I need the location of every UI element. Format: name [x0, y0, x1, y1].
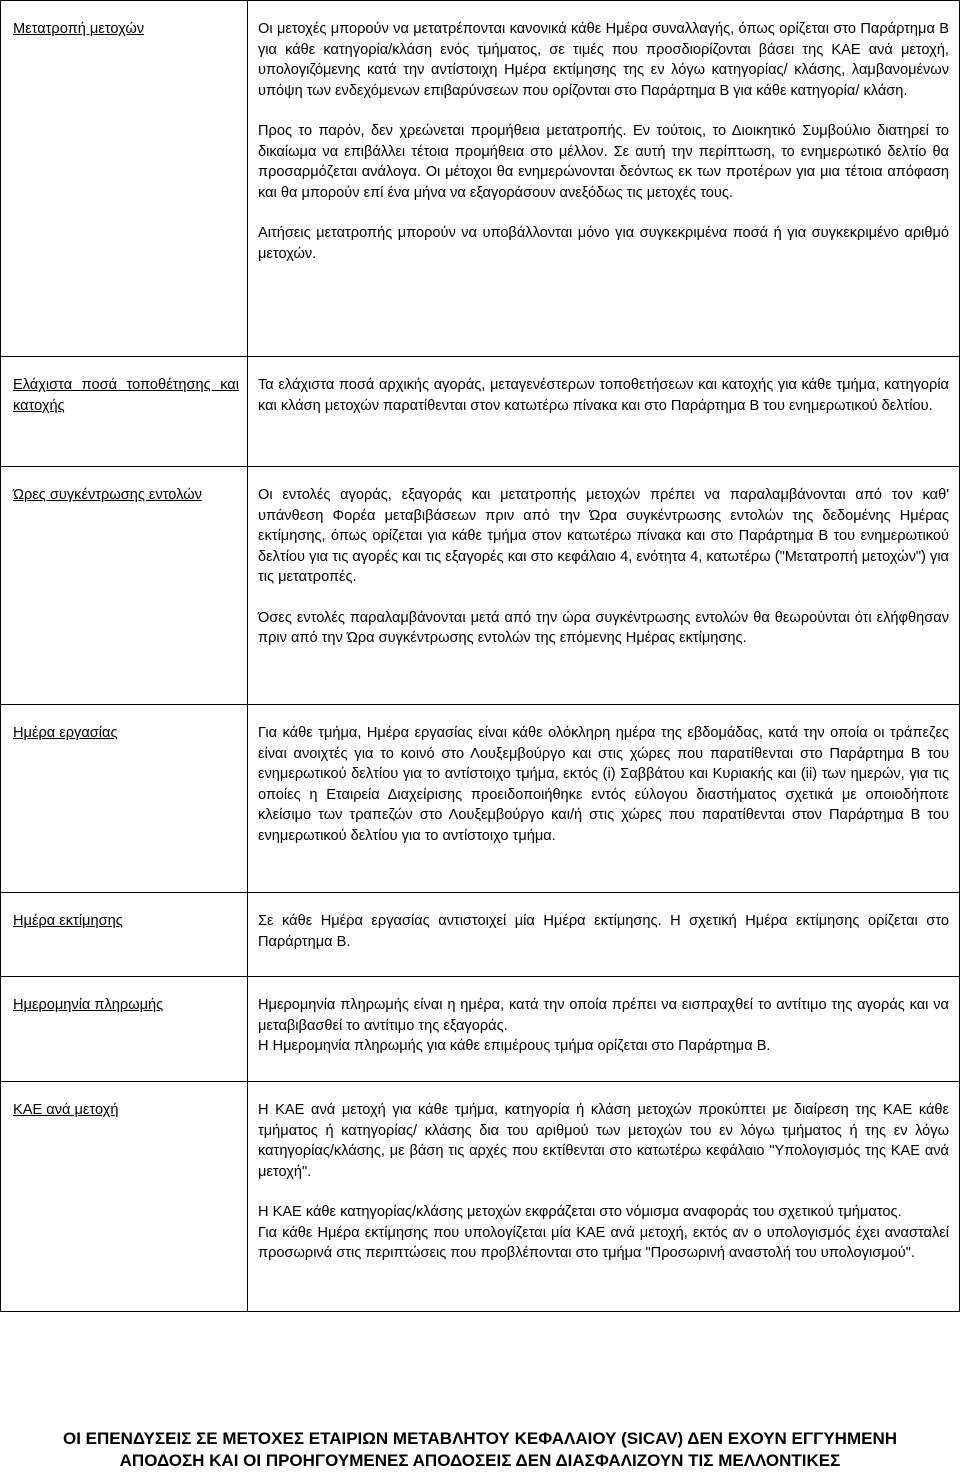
term-label: Ημέρα εκτίμησης [13, 913, 123, 929]
table-row [1, 1082, 960, 1312]
description-cell [248, 1, 960, 357]
paragraph: Ημερομηνία πληρωμής είναι η ημέρα, κατά την οποία πρέπει να εισπραχθεί το αντίτιμο της αγοράς και να μεταβιβασθεί το αντίτιμο της εξαγοράς. [258, 997, 949, 1034]
term-label: Ημέρα εργασίας [13, 725, 118, 741]
description-cell [248, 467, 960, 705]
term-label: Μετατροπή μετοχών [13, 21, 145, 37]
disclaimer-line: ΟΙ ΕΠΕΝΔΥΣΕΙΣ ΣΕ ΜΕΤΟΧΕΣ ΕΤΑΙΡΙΩΝ ΜΕΤΑΒΛΗΤΟΥ ΚΕΦΑΛΑΙΟΥ (SICAV) ΔΕΝ ΕΧΟΥΝ ΕΓΓΥΗΜΕΝΗ [62, 1429, 898, 1448]
table-row [1, 467, 960, 705]
table-row [1, 1, 960, 357]
paragraph: Η ΚΑΕ ανά μετοχή για κάθε τμήμα, κατηγορία ή κλάση μετοχών προκύπτει με διαίρεση της ΚΑΕ κάθε τμήματος ή κατηγορίας/ κλάσης δια του αριθμού των μετοχών του εν λόγω τμήματος ή της εν λόγω κατηγορίας/κλάσης, με βάση τις αρχές που εκτίθενται στο κατωτέρω κεφάλαιο "Υπολογισμός της ΚΑΕ ανά μετοχή". [258, 1102, 949, 1180]
term-label: ΚΑΕ ανά μετοχή [13, 1102, 119, 1118]
term-cell [1, 893, 248, 977]
table-row [1, 977, 960, 1082]
paragraph: Προς το παρόν, δεν χρεώνεται προμήθεια μετατροπής. Εν τούτοις, το Διοικητικό Συμβούλιο διατηρεί το δικαίωμα να επιβάλλει τέτοια προμήθεια στο μέλλον. Σε αυτή την περίπτωση, το ενημερωτικό δελτίο θα προσαρμόζεται ανάλογα. Οι μέτοχοι θα ενημερώνονται δεόντως εκ των προτέρων για μια τέτοια απόφαση και θα μπορούν επί ένα μήνα να εξαγοράσουν ανεξόδως τις μετοχές τους. [258, 123, 949, 201]
paragraph: Τα ελάχιστα ποσά αρχικής αγοράς, μεταγενέστερων τοποθετήσεων και κατοχής για κάθε τμήμα, κατηγορία και κλάση μετοχών παρατίθενται στον κατωτέρω πίνακα και στο Παράρτημα Β του ενημερωτικού δελτίου. [258, 377, 949, 414]
description-cell [248, 893, 960, 977]
description-cell [248, 357, 960, 467]
paragraph: Για κάθε Ημέρα εκτίμησης που υπολογίζεται μία ΚΑΕ ανά μετοχή, εκτός αν ο υπολογισμός έχει ανασταλεί προσωρινά στις περιπτώσεις που προβλέπονται στο τμήμα "Προσωρινή αναστολή του υπολογισμού". [258, 1224, 949, 1261]
paragraph: Οι μετοχές μπορούν να μετατρέπονται κανονικά κάθε Ημέρα συναλλαγής, όπως ορίζεται στο Παράρτημα Β για κάθε κατηγορία/κλάση ενός τμήματος, σε τιμές που προσδιορίζονται βάσει της ΚΑΕ ανά μετοχή, υπολογιζόμενης κατά την αντίστοιχη Ημέρα εκτίμησης της εν λόγω κατηγορίας/ κλάσης, λαμβανομένων υπόψη των ενδεχόμενων επιβαρύνσεων που ορίζονται στο Παράρτημα Β για κάθε κατηγορία/ κλάση. [258, 21, 949, 99]
term-cell [1, 705, 248, 893]
table-row [1, 357, 960, 467]
paragraph: Για κάθε τμήμα, Ημέρα εργασίας είναι κάθε ολόκληρη ημέρα της εβδομάδας, κατά την οποία οι τράπεζες είναι ανοιχτές για το κοινό στο Λουξεμβούργο και στις χώρες που παρατίθενται στο Παράρτημα Β του ενημερωτικού δελτίου για το αντίστοιχο τμήμα, εκτός (i) Σαββάτου και Κυριακής και (ii) των ημερών, για τις οποίες η Εταιρεία Διαχείρισης προειδοποιήθηκε εντός εύλογου διαστήματος σχετικά με οποιοδήποτε κλείσιμο των τραπεζών στο Λουξεμβούργο και/ή στις χώρες που παρατίθενται στον Παράρτημα Β του ενημερωτικού δελτίου για το αντίστοιχο τμήμα. [258, 725, 949, 844]
paragraph: Σε κάθε Ημέρα εργασίας αντιστοιχεί μία Ημέρα εκτίμησης. Η σχετική Ημέρα εκτίμησης ορίζεται στο Παράρτημα Β. [258, 913, 949, 950]
term-cell [1, 357, 248, 467]
term-label: Ημερομηνία πληρωμής [13, 997, 164, 1013]
term-cell [1, 1082, 248, 1312]
table-row [1, 705, 960, 893]
term-cell [1, 977, 248, 1082]
description-cell [248, 1082, 960, 1312]
paragraph: Αιτήσεις μετατροπής μπορούν να υποβάλλονται μόνο για συγκεκριμένα ποσά ή για συγκεκριμένο αριθμό μετοχών. [258, 225, 949, 262]
term-cell [1, 1, 248, 357]
term-cell [1, 467, 248, 705]
term-label: Ώρες συγκέντρωσης εντολών [13, 487, 202, 503]
disclaimer-line: ΑΠΟΔΟΣΗ ΚΑΙ ΟΙ ΠΡΟΗΓΟΥΜΕΝΕΣ ΑΠΟΔΟΣΕΙΣ ΔΕΝ ΔΙΑΣΦΑΛΙΖΟΥΝ ΤΙΣ ΜΕΛΛΟΝΤΙΚΕΣ [119, 1451, 841, 1470]
description-cell [248, 705, 960, 893]
term-label: Ελάχιστα ποσά τοποθέτησης και κατοχής [13, 377, 239, 414]
paragraph: Οι εντολές αγοράς, εξαγοράς και μετατροπής μετοχών πρέπει να παραλαμβάνονται από τον καθ' υπάνθεση Φορέα μεταβιβάσεων πριν από την Ώρα συγκέντρωσης εντολών της δεδομένης Ημέρας εκτίμησης, όπως ορίζεται για κάθε τμήμα στον κατωτέρω πίνακα και στο Παράρτημα Β του ενημερωτικού δελτίου για τις αγορές και τις εξαγορές και στο κεφάλαιο 4, ενότητα 4, κατωτέρω ("Μετατροπή μετοχών") για τις μετατροπές. [258, 487, 949, 585]
paragraph: Όσες εντολές παραλαμβάνονται μετά από την ώρα συγκέντρωσης εντολών θα θεωρούνται ότι ελήφθησαν πριν από την Ώρα συγκέντρωσης εντολών της επόμενης Ημέρας εκτίμησης. [258, 609, 949, 646]
description-cell [248, 977, 960, 1082]
paragraph: Η Ημερομηνία πληρωμής για κάθε επιμέρους τμήμα ορίζεται στο Παράρτημα Β. [258, 1038, 771, 1054]
table-row [1, 893, 960, 977]
paragraph: Η ΚΑΕ κάθε κατηγορίας/κλάσης μετοχών εκφράζεται στο νόμισμα αναφοράς του σχετικού τμήματος. [258, 1204, 902, 1220]
disclaimer-footer [0, 1428, 960, 1472]
